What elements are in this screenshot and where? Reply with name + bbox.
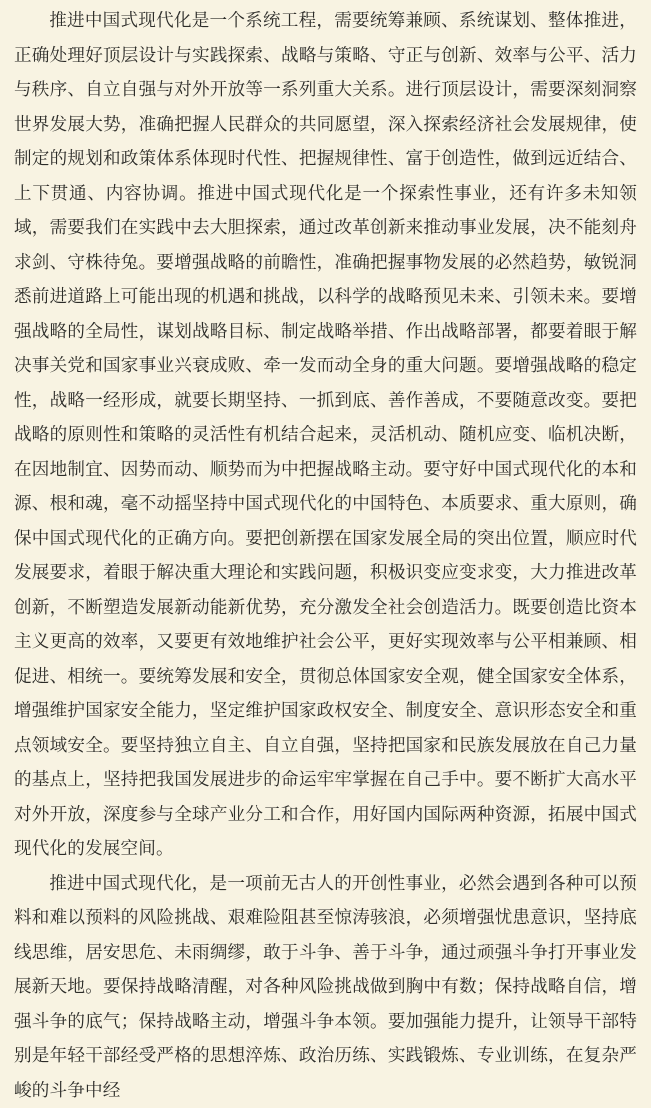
paragraph-2: 推进中国式现代化，是一项前无古人的开创性事业，必然会遇到各种可以预料和难以预料的风险挑战、艰难险阻甚至惊涛骇浪，必须增强忧患意识，坚持底线思维，居安思危、未雨绸缪，敢于斗争、善于斗争，通过顽强斗争打开事业发展新天地。要保持战略清醒，对各种风险挑战做到胸中有数；保持战略自信，增强斗争的底气；保持战略主动，增强斗争本领。要加强能力提升，让领导干部特别是年轻干部经受严格的思想淬炼、政治历练、实践锻炼、专业训练，在复杂严峻的斗争中经 xyxy=(14,867,637,1108)
article-body xyxy=(14,0,637,1108)
paragraph-1: 推进中国式现代化是一个系统工程，需要统筹兼顾、系统谋划、整体推进，正确处理好顶层设计与实践探索、战略与策略、守正与创新、效率与公平、活力与秩序、自立自强与对外开放等一系列重大关系。进行顶层设计，需要深刻洞察世界发展大势，准确把握人民群众的共同愿望，深入探索经济社会发展规律，使制定的规划和政策体系体现时代性、把握规律性、富于创造性，做到远近结合、上下贯通、内容协调。推进中国式现代化是一个探索性事业，还有许多未知领域，需要我们在实践中去大胆探索，通过改革创新来推动事业发展，决不能刻舟求剑、守株待兔。要增强战略的前瞻性，准确把握事物发展的必然趋势，敏锐洞悉前进道路上可能出现的机遇和挑战，以科学的战略预见未来、引领未来。要增强战略的全局性，谋划战略目标、制定战略举措、作出战略部署，都要着眼于解决事关党和国家事业兴衰成败、牵一发而动全身的重大问题。要增强战略的稳定性，战略一经形成，就要长期坚持、一抓到底、善作善成，不要随意改变。要把战略的原则性和策略的灵活性有机结合起来，灵活机动、随机应变、临机决断，在因地制宜、因势而动、顺势而为中把握战略主动。要守好中国式现代化的本和源、根和魂，毫不动摇坚持中国式现代化的中国特色、本质要求、重大原则，确保中国式现代化的正确方向。要把创新摆在国家发展全局的突出位置，顺应时代发展要求，着眼于解决重大理论和实践问题，积极识变应变求变，大力推进改革创新，不断塑造发展新动能新优势，充分激发全社会创造活力。既要创造比资本主义更高的效率，又要更有效地维护社会公平，更好实现效率与公平相兼顾、相促进、相统一。要统筹发展和安全，贯彻总体国家安全观，健全国家安全体系，增强维护国家安全能力，坚定维护国家政权安全、制度安全、意识形态安全和重点领域安全。要坚持独立自主、自立自强，坚持把国家和民族发展放在自己力量的基点上，坚持把我国发展进步的命运牢牢掌握在自己手中。要不断扩大高水平对外开放，深度参与全球产业分工和合作，用好国内国际两种资源，拓展中国式现代化的发展空间。 xyxy=(14,4,637,867)
